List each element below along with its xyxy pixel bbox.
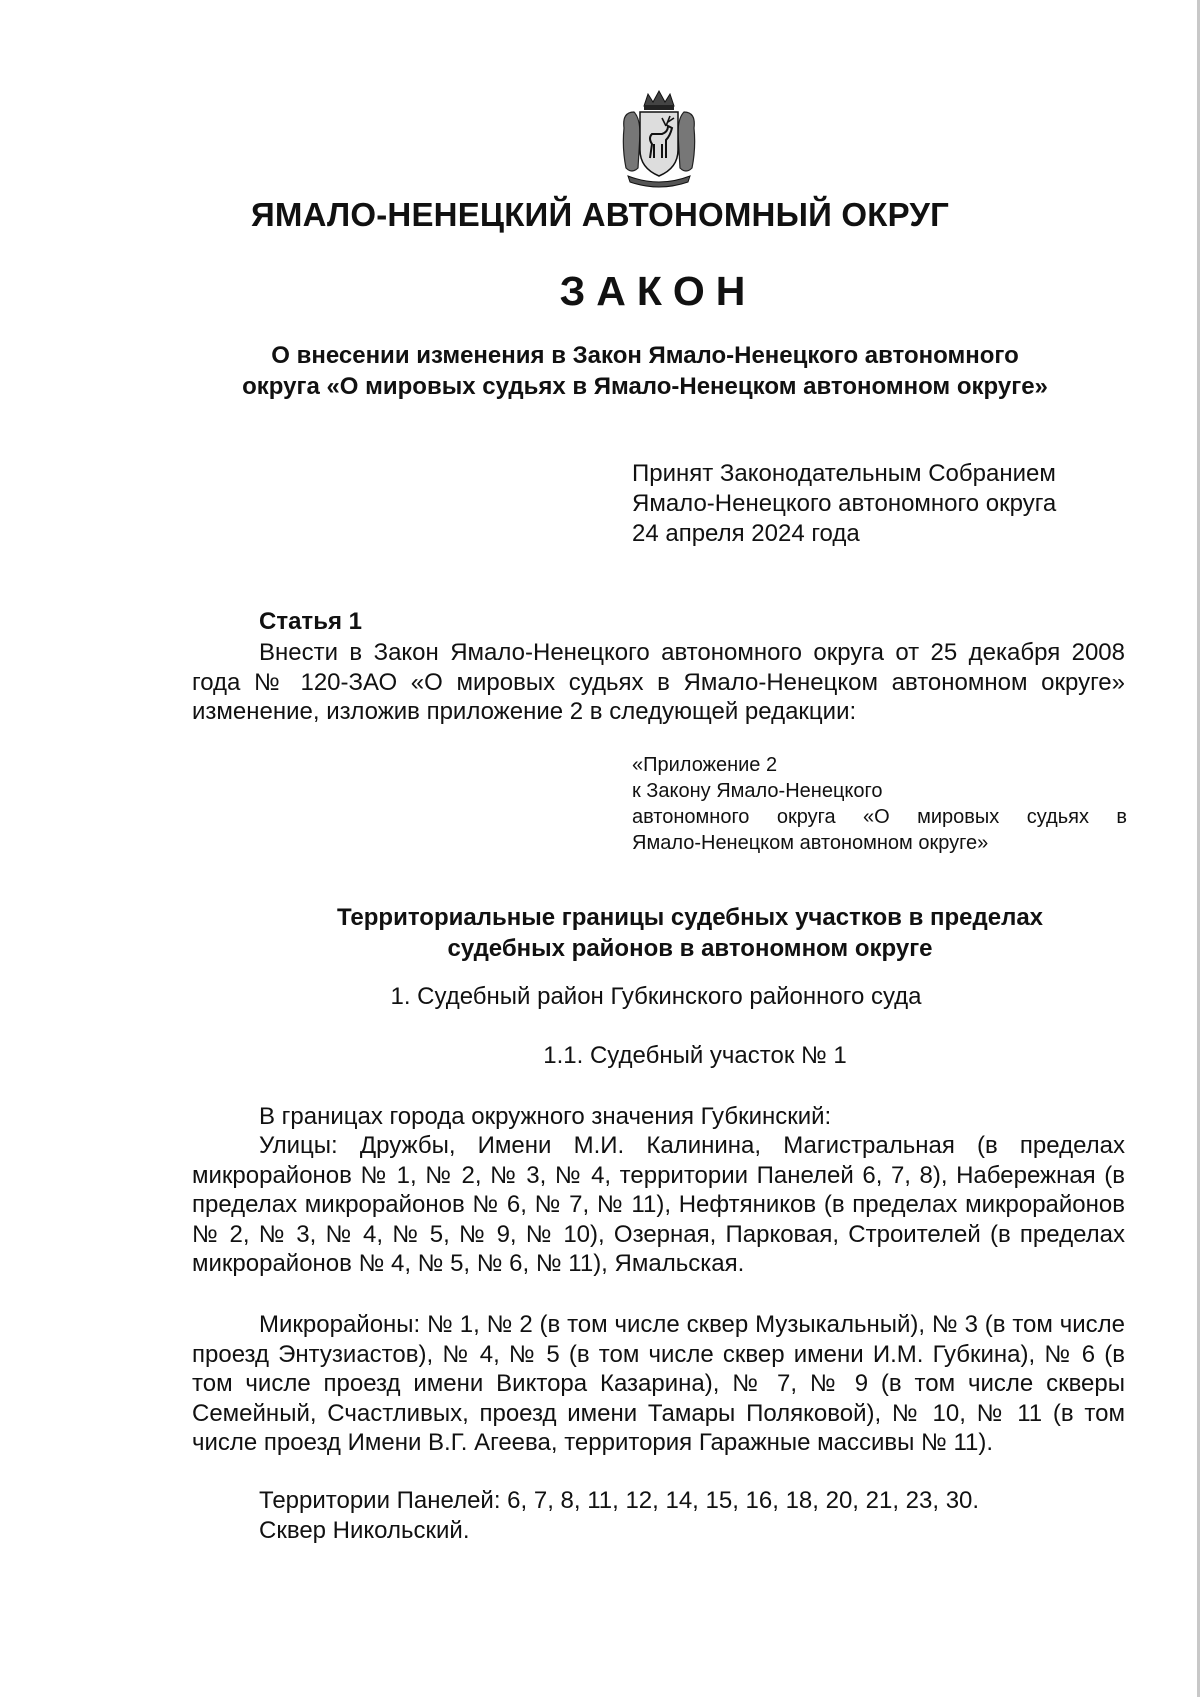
appendix-line: автономного округа «О мировых судьях в [632,806,1127,828]
microdistricts-paragraph: Микрорайоны: № 1, № 2 (в том числе сквер Музыкальный), № 3 (в том числе проезд Энтузиастов), № 4, № 5 (в том числе сквер имени И.М. Губкина), № 6 (в том числе проезд имени Виктора Казарина), № 7, № 9 (в том числе скверы Семейный, Счастливых, проезд имени Тамары Поляковой), № 10, № 11 (в том числе проезд Имени В.Г. Агеева, территория Гаражные массивы № 11). [192,1311,1125,1456]
region-title: ЯМАЛО-НЕНЕЦКИЙ АВТОНОМНЫЙ ОКРУГ [250,196,950,233]
article-text: Внести в Закон Ямало-Ненецкого автономного округа от 25 декабря 2008 года № 120-ЗАО «О мировых судьях в Ямало-Ненецком автономном округе» изменение, изложив приложение 2 в следующей редакции: [192,639,1125,725]
document-type-title: ЗАКОН [559,268,757,314]
adoption-line: Принят Законодательным Собранием [632,460,1056,487]
streets-paragraph: Улицы: Дружбы, Имени М.И. Калинина, Магистральная (в пределах микрорайонов № 1, № 2, № 3, № 4, территории Панелей 6, 7, 8), Набережная (в пределах микрорайонов № 6, № 7, № 11), Нефтяников (в пределах микрорайонов № 2, № 3, № 4, № 5, № 9, № 10), Озерная, Парковая, Строителей (в пределах микрорайонов № 4, № 5, № 6, № 11), Ямальская. [192,1132,1125,1277]
coat-of-arms-icon [618,88,700,188]
appendix-line: «Приложение 2 [632,754,778,776]
section-heading [280,902,1100,964]
law-subject-line: округа «О мировых судьях в Ямало-Ненецком автономном округе» [242,373,1048,400]
article-title: Статья 1 [259,608,362,635]
section-heading-line: судебных районов в автономном округе [447,935,933,962]
appendix-line: к Закону Ямало-Ненецкого [632,780,883,802]
court-plot-title: 1.1. Судебный участок № 1 [543,1042,847,1069]
appendix-line: Ямало-Ненецком автономном округе» [632,832,989,854]
adoption-note [632,459,1056,549]
law-subject-line: О внесении изменения в Закон Ямало-Ненецкого автономного [271,342,1019,369]
appendix-note [632,752,1127,856]
adoption-date: 24 апреля 2024 года [632,520,860,547]
city-boundary-intro: В границах города окружного значения Губкинский: [259,1103,832,1130]
square-paragraph: Сквер Никольский. [259,1517,470,1544]
section-heading-line: Территориальные границы судебных участков в пределах [336,904,1044,931]
panels-paragraph: Территории Панелей: 6, 7, 8, 11, 12, 14, 15, 16, 18, 20, 21, 23, 30. [259,1487,980,1514]
law-subject [195,340,1095,402]
court-district-title: 1. Судебный район Губкинского районного суда [390,983,922,1010]
adoption-line: Ямало-Ненецкого автономного округа [632,490,1057,517]
